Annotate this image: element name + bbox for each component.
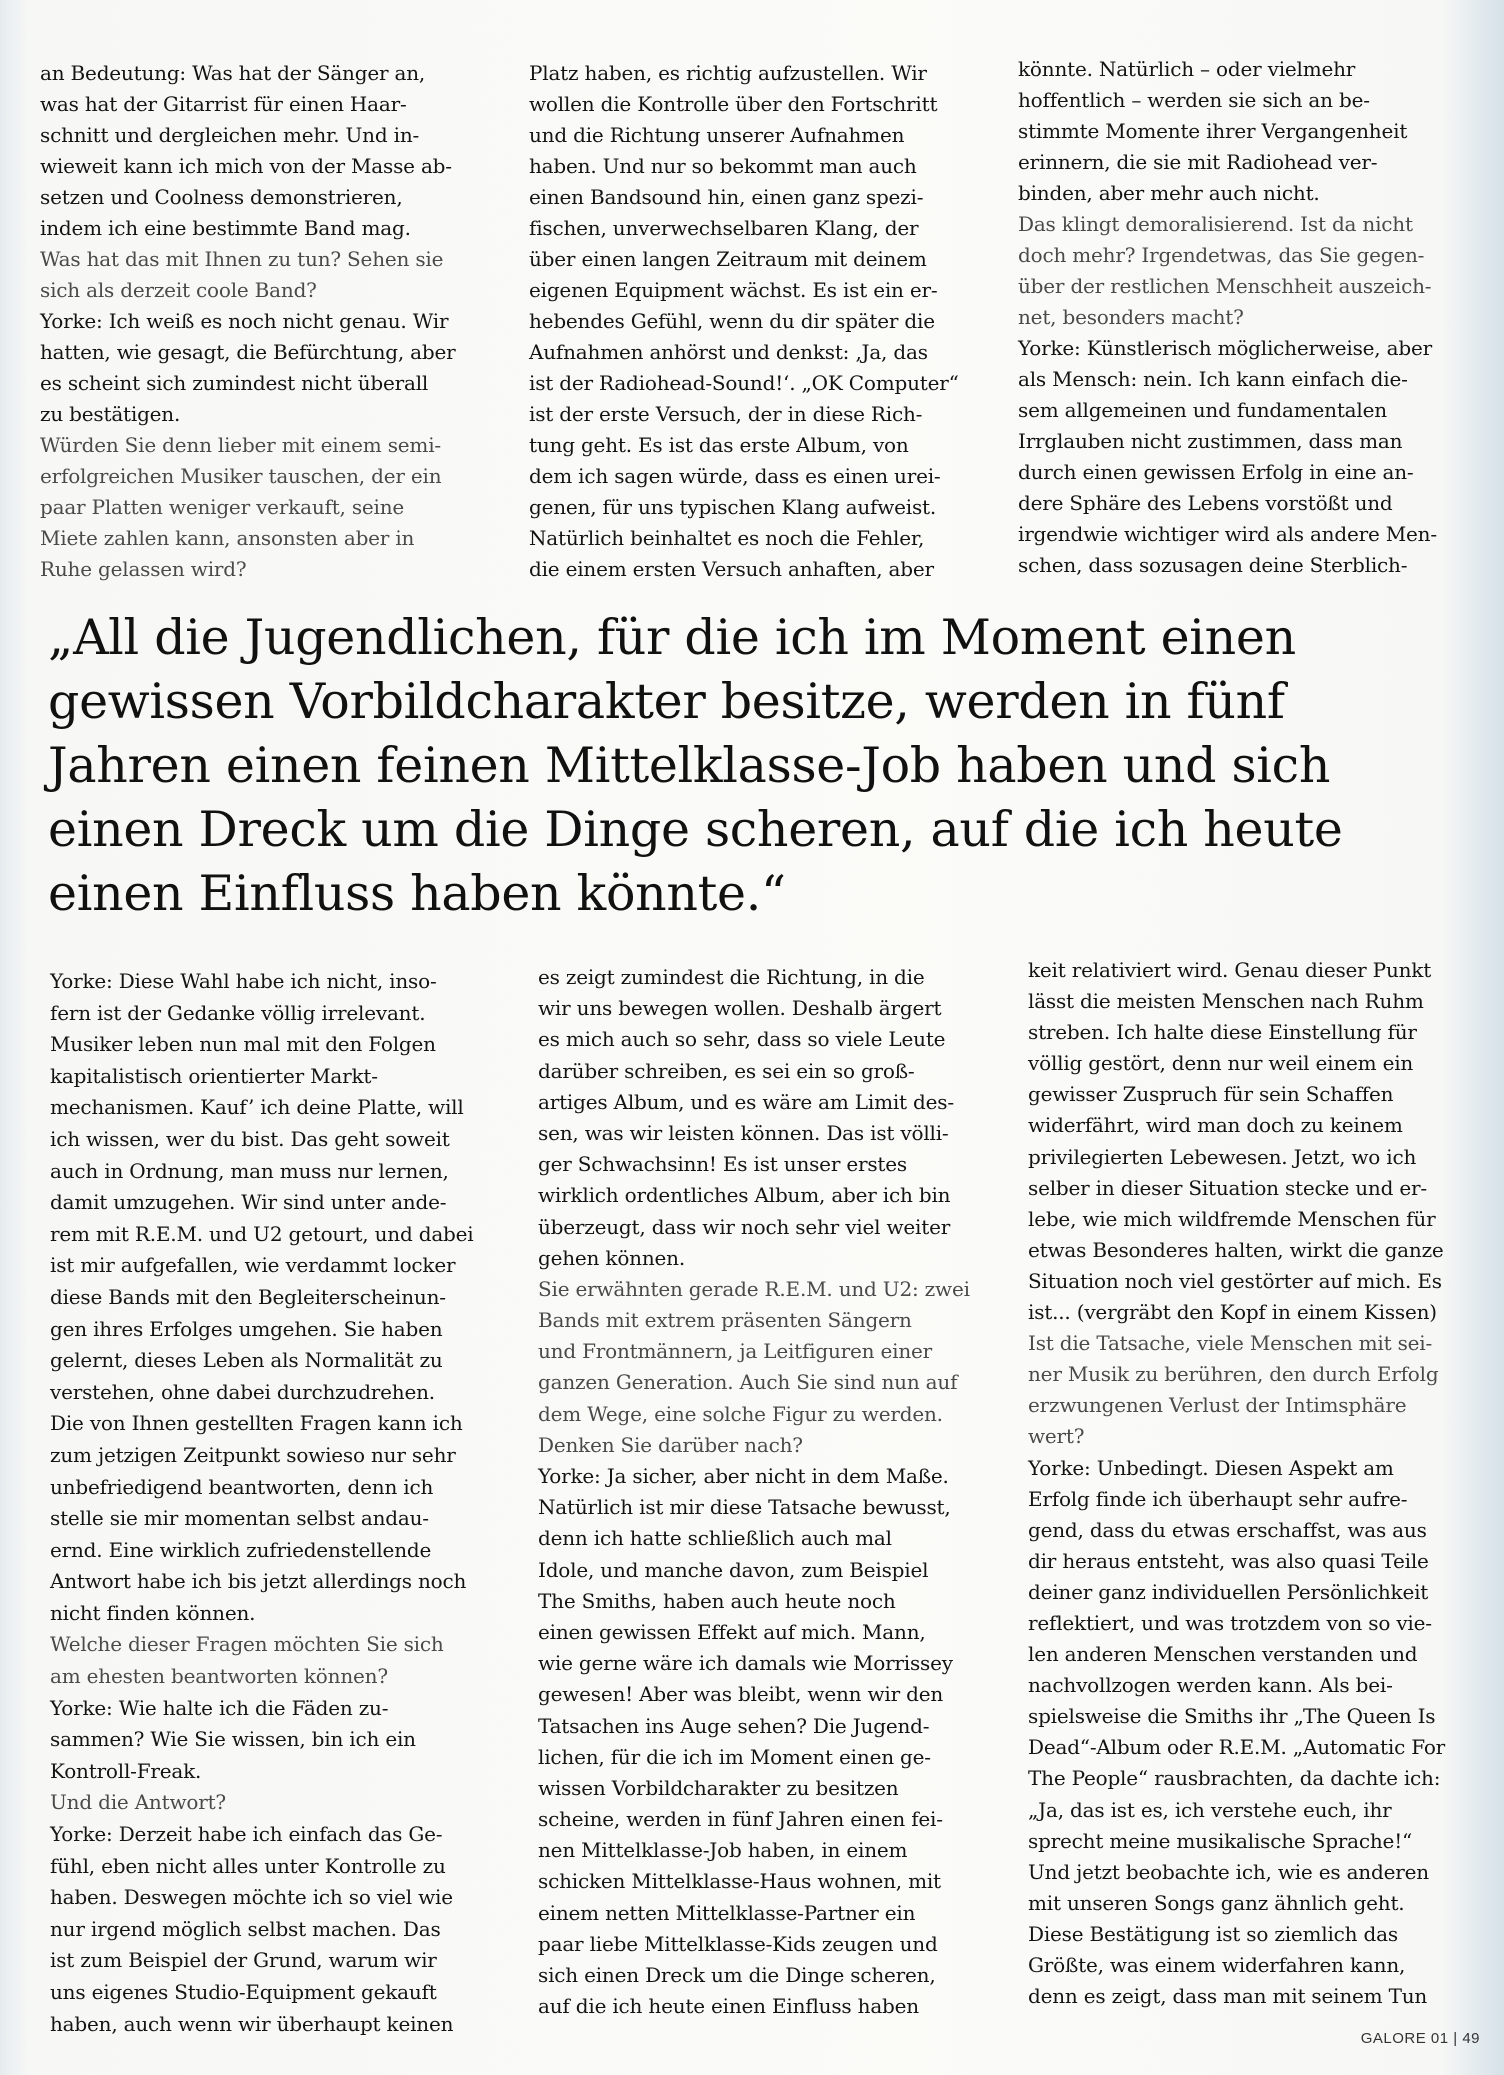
text-line: setzen und Coolness demonstrieren, [40, 185, 403, 209]
text-line: Bands mit extrem präsenten Sängern [538, 1308, 912, 1333]
text-line: stimmte Momente ihrer Vergangenheit [1018, 119, 1408, 143]
interview-question [50, 1787, 530, 1819]
text-line: Ist die Tatsache, viele Menschen mit sei- [1028, 1331, 1433, 1356]
text-line: Diese Bestätigung ist so ziemlich das [1028, 1921, 1398, 1946]
text-line: paar liebe Mittelklasse-Kids zeugen und [538, 1931, 938, 1956]
text-line: fischen, unverwechselbaren Klang, der [529, 216, 919, 240]
text-line: lebe, wie mich wildfremde Menschen für [1028, 1206, 1436, 1231]
text-line: Yorke: Unbedingt. Diesen Aspekt am [1028, 1455, 1394, 1480]
text-line: artiges Album, und es wäre am Limit des- [538, 1089, 954, 1114]
text-line: damit umzugehen. Wir sind unter ande- [50, 1190, 447, 1215]
text-line: Denken Sie darüber nach? [538, 1432, 803, 1457]
text-line: Yorke: Wie halte ich die Fäden zu- [50, 1695, 389, 1720]
text-line: diese Bands mit den Begleiterscheinun- [50, 1284, 446, 1309]
text-line: privilegierten Lebewesen. Jetzt, wo ich [1028, 1144, 1417, 1169]
text-line: Natürlich beinhaltet es noch die Fehler, [529, 526, 925, 550]
text-line: lichen, für die ich im Moment einen ge- [538, 1744, 931, 1769]
text-line: len anderen Menschen verstanden und [1028, 1642, 1418, 1667]
interview-answer [1028, 1453, 1504, 2013]
text-line: dere Sphäre des Lebens vorstößt und [1018, 491, 1393, 515]
text-line: Und die Antwort? [50, 1790, 226, 1815]
text-line: irgendwie wichtiger wird als andere Men- [1018, 522, 1437, 546]
text-line: gelernt, dieses Leben als Normalität zu [50, 1348, 443, 1373]
text-line: sem allgemeinen und fundamentalen [1018, 398, 1387, 422]
interview-question [40, 244, 520, 306]
text-line: binden, aber mehr auch nicht. [1018, 181, 1320, 205]
text-line: Musiker leben nun mal mit den Folgen [50, 1032, 436, 1057]
text-line: reflektiert, und was trotzdem von so vie- [1028, 1610, 1432, 1635]
text-line: am ehesten beantworten können? [50, 1664, 388, 1689]
text-line: gen ihres Erfolges umgehen. Sie haben [50, 1316, 443, 1341]
text-line: die einem ersten Versuch anhaften, aber [529, 557, 934, 581]
text-line: unbefriedigend beantworten, denn ich [50, 1474, 434, 1499]
text-line: was hat der Gitarrist für einen Haar- [40, 92, 407, 116]
text-line: haben. Und nur so bekommt man auch [529, 154, 917, 178]
text-line: über der restlichen Menschheit auszeich- [1018, 274, 1432, 298]
text-line: doch mehr? Irgendetwas, das Sie gegen- [1018, 243, 1425, 267]
text-line: Platz haben, es richtig aufzustellen. Wir [529, 61, 927, 85]
text-line: Dead“-Album oder R.E.M. „Automatic For [1028, 1735, 1446, 1760]
text-line: Yorke: Ich weiß es noch nicht genau. Wir [40, 309, 449, 333]
text-line: ich wissen, wer du bist. Das geht soweit [50, 1126, 450, 1151]
text-line: sprecht meine musikalische Sprache!“ [1028, 1828, 1413, 1853]
text-line: durch einen gewissen Erfolg in eine an- [1018, 460, 1414, 484]
text-line: Tatsachen ins Auge sehen? Die Jugend- [538, 1713, 930, 1738]
interview-question [1028, 1328, 1504, 1452]
text-line: etwas Besonderes halten, wirkt die ganze [1028, 1237, 1444, 1262]
magazine-issue: GALORE 01 [1360, 2030, 1449, 2047]
text-line: wirklich ordentliches Album, aber ich bin [538, 1183, 951, 1208]
text-line: verstehen, ohne dabei durchzudrehen. [50, 1379, 435, 1404]
text-line: Yorke: Ja sicher, aber nicht in dem Maße. [538, 1464, 949, 1488]
interview-answer [40, 306, 520, 430]
text-line: Irrglauben nicht zustimmen, dass man [1018, 429, 1403, 453]
text-line: zum jetzigen Zeitpunkt sowieso nur sehr [50, 1442, 456, 1467]
text-line: Idole, und manche davon, zum Beispiel [538, 1557, 929, 1582]
interview-question [1018, 209, 1498, 333]
text-line: Die von Ihnen gestellten Fragen kann ich [50, 1411, 463, 1436]
text-line: Sie erwähnten gerade R.E.M. und U2: zwei [538, 1276, 970, 1301]
text-line: könnte. Natürlich – oder vielmehr [1018, 57, 1356, 81]
text-line: ist mir aufgefallen, wie verdammt locker [50, 1253, 456, 1278]
text-line: genen, für uns typischen Klang aufweist. [529, 495, 937, 519]
text-line: Welche dieser Fragen möchten Sie sich [50, 1632, 444, 1657]
interview-answer [50, 1819, 530, 2040]
text-line: keit relativiert wird. Genau dieser Punkt [1028, 958, 1432, 982]
interview-answer [1018, 333, 1498, 581]
text-line: spielsweise die Smiths ihr „The Queen Is [1028, 1704, 1436, 1729]
footer-separator: | [1453, 2030, 1458, 2047]
text-line: an Bedeutung: Was hat der Sänger an, [40, 61, 426, 85]
text-line: über einen langen Zeitraum mit deinem [529, 247, 927, 271]
text-line: kapitalistisch orientierter Markt- [50, 1063, 378, 1088]
text-line: wollen die Kontrolle über den Fortschritt [529, 92, 938, 116]
text-line: hebendes Gefühl, wenn du dir später die [529, 309, 935, 333]
text-line: es scheint sich zumindest nicht überall [40, 371, 429, 395]
text-line: ner Musik zu berühren, den durch Erfolg [1028, 1362, 1439, 1387]
text-line: sammen? Wie Sie wissen, bin ich ein [50, 1727, 416, 1752]
text-line: denn es zeigt, dass man mit seinem Tun [1028, 1984, 1428, 2009]
text-line: ist zum Beispiel der Grund, warum wir [50, 1948, 437, 1973]
text-line: Antwort habe ich bis jetzt allerdings noch [50, 1569, 467, 1594]
text-line: haben, auch wenn wir überhaupt keinen [50, 2011, 454, 2036]
text-line: als Mensch: nein. Ich kann einfach die- [1018, 367, 1408, 391]
interview-answer [538, 962, 1018, 1274]
text-line: es mich auch so sehr, dass so viele Leute [538, 1027, 946, 1052]
text-line: einen Bandsound hin, einen ganz spezi- [529, 185, 924, 209]
text-line: uns eigenes Studio-Equipment gekauft [50, 1980, 437, 2004]
interview-question [538, 1274, 1018, 1461]
text-line: schnitt und dergleichen mehr. Und in- [40, 123, 420, 147]
text-line: fern ist der Gedanke völlig irrelevant. [50, 1000, 426, 1025]
text-line: Ruhe gelassen wird? [40, 557, 247, 581]
text-line: tung geht. Es ist das erste Album, von [529, 433, 909, 457]
text-line: erinnern, die sie mit Radiohead ver- [1018, 150, 1378, 174]
text-line: Und jetzt beobachte ich, wie es anderen [1028, 1859, 1429, 1884]
text-line: einen gewissen Effekt auf mich. Mann, [538, 1619, 926, 1644]
text-line: Situation noch viel gestörter auf mich. Es [1028, 1268, 1442, 1293]
text-line: Miete zahlen kann, ansonsten aber in [40, 526, 415, 550]
text-line: überzeugt, dass wir noch sehr viel weiter [538, 1214, 951, 1239]
pull-quote-line: einen Einfluss haben könnte.“ [48, 865, 786, 922]
text-line: und Frontmännern, ja Leitfiguren einer [538, 1339, 933, 1364]
text-line: fühl, eben nicht alles unter Kontrolle zu [50, 1853, 446, 1878]
column-1-bottom [50, 966, 530, 2040]
page-footer [1361, 2030, 1480, 2047]
text-line: indem ich eine bestimmte Band mag. [40, 216, 411, 240]
text-line: ernd. Eine wirklich zufriedenstellende [50, 1537, 432, 1562]
text-line: Kontroll-Freak. [50, 1758, 202, 1783]
interview-question [40, 430, 520, 585]
column-3-bottom [1028, 955, 1504, 2012]
text-line: streben. Ich halte diese Einstellung für [1028, 1020, 1417, 1045]
text-line: schicken Mittelklasse-Haus wohnen, mit [538, 1869, 941, 1894]
interview-answer [50, 1693, 530, 1788]
text-line: erzwungenen Verlust der Intimsphäre [1028, 1393, 1407, 1418]
text-line: The People“ rausbrachten, da dachte ich: [1028, 1766, 1441, 1791]
text-line: net, besonders macht? [1018, 305, 1244, 329]
text-line: Größte, was einem widerfahren kann, [1028, 1953, 1406, 1977]
text-line: wieweit kann ich mich von der Masse ab- [40, 154, 452, 178]
pull-quote-line: gewissen Vorbildcharakter besitze, werden in fünf [48, 673, 1285, 730]
text-line: und die Richtung unserer Aufnahmen [529, 123, 905, 147]
interview-answer [538, 1461, 1018, 2022]
text-line: Aufnahmen anhörst und denkst: ‚Ja, das [529, 340, 928, 364]
interview-question [50, 1629, 530, 1692]
text-line: dem ich sagen würde, dass es einen urei- [529, 464, 941, 488]
text-line: wir uns bewegen wollen. Deshalb ärgert [538, 996, 942, 1021]
text-line: nen Mittelklasse-Job haben, in einem [538, 1838, 908, 1863]
text-line: lässt die meisten Menschen nach Ruhm [1028, 989, 1424, 1014]
text-line: ist der Radiohead-Sound!‘. „OK Computer“ [529, 371, 959, 395]
text-line: nicht finden können. [50, 1600, 256, 1625]
pull-quote-line: einen Dreck um die Dinge scheren, auf die ich heute [48, 801, 1343, 858]
text-line: gend, dass du etwas erschaffst, was aus [1028, 1517, 1427, 1542]
text-line: es zeigt zumindest die Richtung, in die [538, 965, 925, 989]
text-line: Erfolg finde ich überhaupt sehr aufre- [1028, 1486, 1408, 1511]
text-line: wert? [1028, 1424, 1085, 1449]
text-line: gewesen! Aber was bleibt, wenn wir den [538, 1682, 944, 1707]
pull-quote-line: Jahren einen feinen Mittelklasse-Job haben und sich [48, 737, 1331, 794]
text-line: sich als derzeit coole Band? [40, 278, 317, 302]
text-line: gehen können. [538, 1245, 685, 1270]
page-number: 49 [1462, 2030, 1480, 2047]
interview-answer [40, 58, 520, 244]
text-line: scheine, werden in fünf Jahren einen fei- [538, 1807, 943, 1832]
column-1-top [40, 58, 520, 585]
text-line: rem mit R.E.M. und U2 getourt, und dabei [50, 1221, 474, 1246]
interview-answer [50, 966, 530, 1629]
text-line: völlig gestört, denn nur weil einem ein [1028, 1051, 1414, 1076]
text-line: hatten, wie gesagt, die Befürchtung, aber [40, 340, 456, 364]
text-line: „Ja, das ist es, ich verstehe euch, ihr [1028, 1797, 1392, 1822]
text-line: wissen Vorbildcharakter zu besitzen [538, 1775, 899, 1800]
text-line: dir heraus entsteht, was also quasi Teile [1028, 1548, 1429, 1573]
text-line: stelle sie mir momentan selbst andau- [50, 1506, 429, 1531]
text-line: Das klingt demoralisierend. Ist da nicht [1018, 212, 1413, 236]
text-line: einem netten Mittelklasse-Partner ein [538, 1900, 916, 1925]
text-line: nur irgend möglich selbst machen. Das [50, 1916, 441, 1941]
text-line: ganzen Generation. Auch Sie sind nun auf [538, 1370, 958, 1395]
text-line: paar Platten weniger verkauft, seine [40, 495, 405, 519]
column-3-top [1018, 54, 1498, 581]
text-line: sich einen Dreck um die Dinge scheren, [538, 1963, 936, 1987]
text-line: zu bestätigen. [40, 402, 181, 426]
text-line: mechanismen. Kauf’ ich deine Platte, will [50, 1095, 464, 1120]
text-line: dem Wege, eine solche Figur zu werden. [538, 1401, 943, 1426]
text-line: Yorke: Derzeit habe ich einfach das Ge- [50, 1822, 443, 1847]
text-line: mit unseren Songs ganz ähnlich geht. [1028, 1890, 1405, 1915]
text-line: Würden Sie denn lieber mit einem semi- [40, 433, 441, 457]
text-line: auch in Ordnung, man muss nur lernen, [50, 1158, 449, 1183]
text-line: The Smiths, haben auch heute noch [538, 1588, 896, 1613]
text-line: erfolgreichen Musiker tauschen, der ein [40, 464, 442, 488]
text-line: widerfährt, wird man doch zu keinem [1028, 1113, 1403, 1138]
text-line: nachvollzogen werden kann. Als bei- [1028, 1673, 1393, 1698]
text-line: darüber schreiben, es sei ein so groß- [538, 1058, 915, 1083]
text-line: hoffentlich – werden sie sich an be- [1018, 88, 1370, 112]
text-line: selber in dieser Situation stecke und er- [1028, 1175, 1427, 1200]
pull-quote-line: „All die Jugendlichen, für die ich im Moment einen [48, 609, 1296, 666]
text-line: ist... (vergräbt den Kopf in einem Kissen) [1028, 1300, 1437, 1325]
text-line: gewisser Zuspruch für sein Schaffen [1028, 1082, 1394, 1107]
text-line: sen, was wir leisten können. Das ist völli- [538, 1120, 949, 1145]
interview-answer [1028, 955, 1504, 1328]
text-line: Natürlich ist mir diese Tatsache bewusst, [538, 1495, 951, 1520]
interview-answer [529, 58, 1009, 585]
column-2-bottom [538, 962, 1018, 2022]
text-line: eigenen Equipment wächst. Es ist ein er- [529, 278, 938, 302]
text-line: Yorke: Diese Wahl habe ich nicht, inso- [50, 969, 437, 993]
text-line: Yorke: Künstlerisch möglicherweise, aber [1018, 336, 1432, 360]
column-2-top [529, 58, 1009, 585]
text-line: haben. Deswegen möchte ich so viel wie [50, 1885, 453, 1910]
text-line: Was hat das mit Ihnen zu tun? Sehen sie [40, 247, 444, 271]
text-line: wie gerne wäre ich damals wie Morrissey [538, 1651, 953, 1676]
text-line: denn ich hatte schließlich auch mal [538, 1526, 892, 1551]
interview-answer [1018, 54, 1498, 209]
text-line: schen, dass sozusagen deine Sterblich- [1018, 553, 1408, 577]
text-line: ist der erste Versuch, der in diese Rich- [529, 402, 923, 426]
text-line: deiner ganz individuellen Persönlichkeit [1028, 1579, 1429, 1604]
pull-quote [48, 606, 1343, 926]
text-line: ger Schwachsinn! Es ist unser erstes [538, 1152, 907, 1177]
text-line: auf die ich heute einen Einfluss haben [538, 1994, 919, 2019]
